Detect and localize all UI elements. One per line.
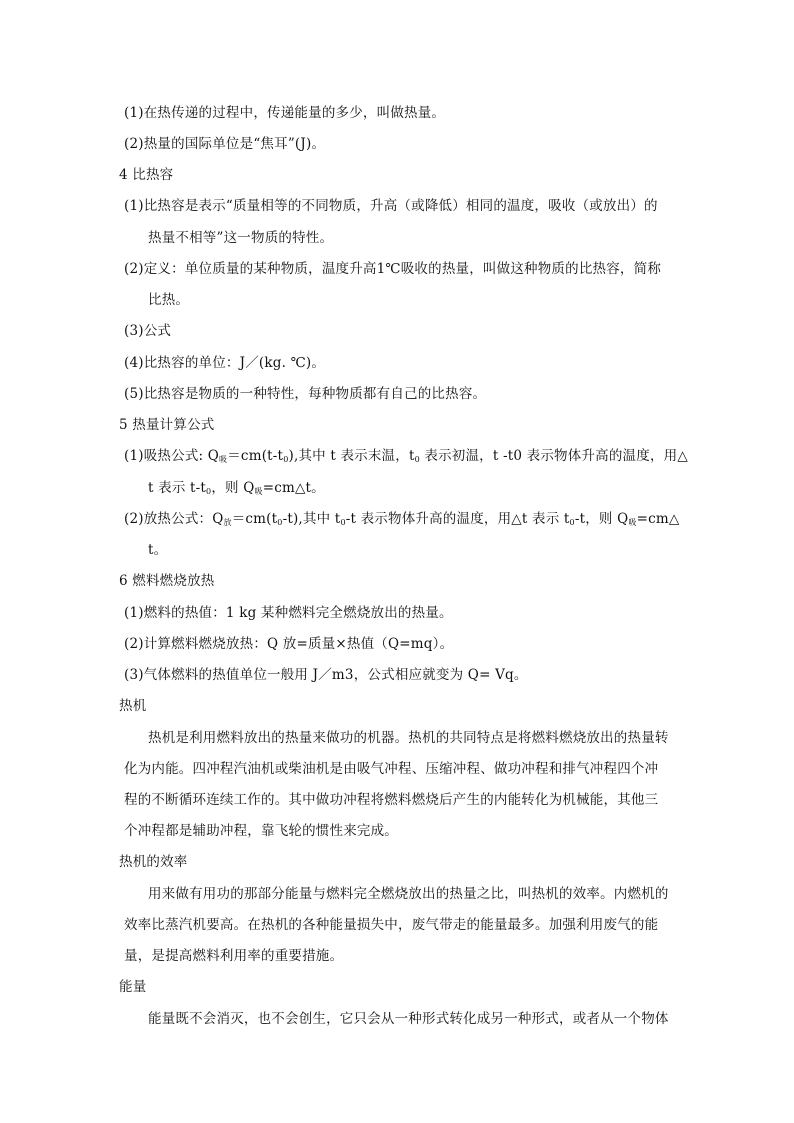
text-line: (3)公式 bbox=[124, 323, 172, 339]
text-line: 比热。 bbox=[148, 292, 190, 308]
paragraph-line: 效率比蒸汽机要高。在热机的各种能量损失中，废气带走的能量最多。加强利用废气的能 bbox=[124, 917, 659, 933]
paragraph-line: 个冲程都是辅助冲程，靠飞轮的惯性来完成。 bbox=[124, 823, 398, 839]
text-line: 热量不相等”这一物质的特性。 bbox=[148, 230, 334, 246]
text-line: (5)比热容是物质的一种特性，每种物质都有自己的比热容。 bbox=[124, 386, 487, 402]
paragraph-line: 程的不断循环连续工作的。其中做功冲程将燃料燃烧后产生的内能转化为机械能，其他三 bbox=[124, 792, 659, 808]
section-heading: 5 热量计算公式 bbox=[119, 417, 215, 433]
text-line: (4)比热容的单位：J／(kg. ℃)。 bbox=[124, 355, 326, 371]
section-heading: 能量 bbox=[119, 979, 147, 995]
section-heading: 4 比热容 bbox=[119, 167, 174, 183]
formula-line: (2)放热公式：$Q_放=cm(t_0-t)$,其中 $t_0-t$ 表示物体升高的温度，用△t 表示 $t_0-t$，则 $Q_吸=cm\triangle$ bbox=[124, 511, 680, 527]
paragraph-line: 热机是利用燃料放出的热量来做功的机器。热机的共同特点是将燃料燃烧放出的热量转 bbox=[148, 730, 669, 746]
section-heading: 6 燃料燃烧放热 bbox=[119, 573, 215, 589]
section-heading: 热机的效率 bbox=[119, 854, 188, 870]
paragraph-line: 用来做有用功的那部分能量与燃料完全燃烧放出的热量之比，叫热机的效率。内燃机的 bbox=[148, 886, 669, 902]
paragraph-line: 化为内能。四冲程汽油机或柴油机是由吸气冲程、压缩冲程、做功冲程和排气冲程四个冲 bbox=[124, 761, 659, 777]
section-heading: 热机 bbox=[119, 698, 147, 714]
formula-line: (1)吸热公式: $Q_吸=cm(t-t_0)$,其中 t 表示末温，$t_0$ 表示初温，t -t0 表示物体升高的温度，用△ bbox=[124, 448, 688, 464]
formula-line: t 表示 $t-t_0$，则 $Q_吸=cm\triangle t$。 bbox=[148, 480, 325, 496]
text-line: (2)定义：单位质量的某种物质，温度升高1℃吸收的热量，叫做这种物质的比热容，简称 bbox=[124, 261, 662, 277]
text-line: (2)计算燃料燃烧放热：Q 放=质量×热值（Q=mq）。 bbox=[124, 636, 454, 652]
paragraph-line: 能量既不会消灭，也不会创生，它只会从一种形式转化成另一种形式，或者从一个物体 bbox=[148, 1011, 669, 1027]
text-line: (2)热量的国际单位是“焦耳”(J)。 bbox=[124, 136, 326, 152]
text-line: (1)燃料的热值：1 kg 某种燃料完全燃烧放出的热量。 bbox=[124, 605, 453, 621]
text-line: (1)在热传递的过程中，传递能量的多少，叫做热量。 bbox=[124, 105, 446, 121]
paragraph-line: 量，是提高燃料利用率的重要措施。 bbox=[124, 948, 344, 964]
text-line: (1)比热容是表示“质量相等的不同物质，升高（或降低）相同的温度，吸收（或放出）的 bbox=[124, 198, 658, 214]
text-line: t。 bbox=[148, 542, 168, 558]
text-line: (3)气体燃料的热值单位一般用 J／m3，公式相应就变为 Q= Vq。 bbox=[124, 667, 528, 683]
